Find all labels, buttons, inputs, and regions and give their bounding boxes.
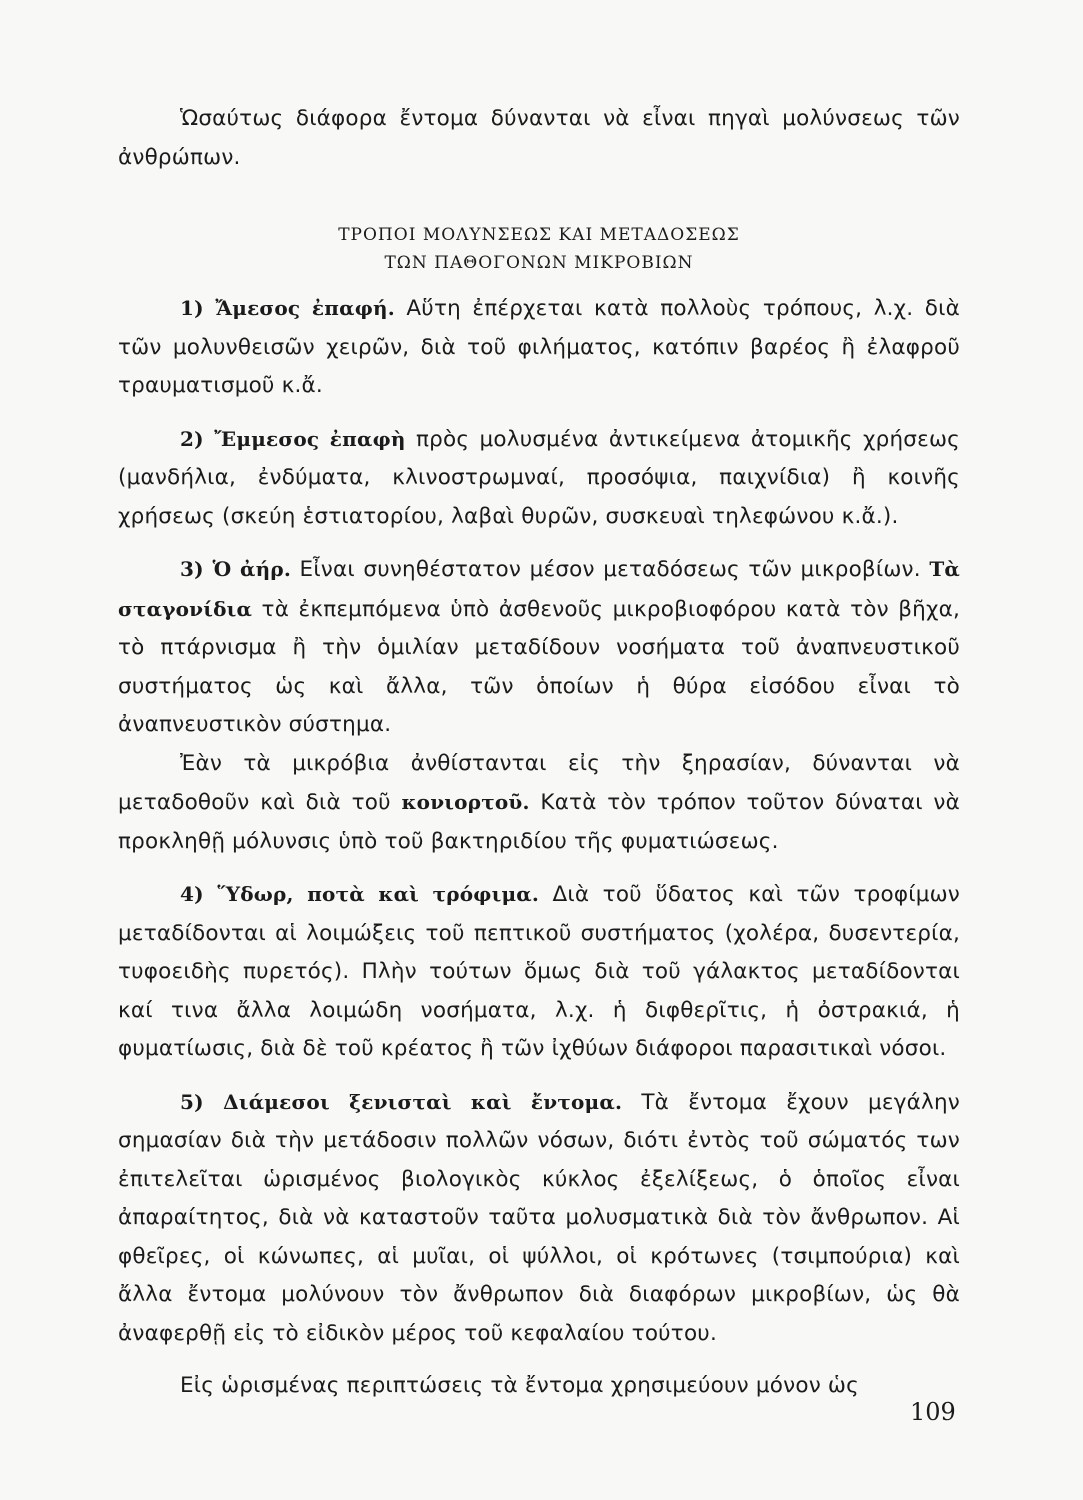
paragraph-text: Εἰς ὡρισμένας περιπτώσεις τὰ ἔντομα χρησιμεύουν μόνον ὡς: [180, 1373, 859, 1398]
paragraph-text: Διὰ τοῦ ὕδατος καὶ τῶν τροφίμων μεταδίδονται αἱ λοιμώξεις τοῦ πεπτικοῦ συστήματος (χολέρα, δυσεντερία, τυφοειδὴς πυρετός). Πλὴν τούτων ὅμως διὰ τοῦ γάλακτος μεταδίδονται καί τινα ἄλλα λοιμώδη νοσήματα, λ.χ. ἡ διφθερῖτις, ἡ ὀστρακιά, ἡ φυματίωσις, διὰ δὲ τοῦ κρέατος ἢ τῶν ἰχθύων διάφοροι παρασιτικαὶ νόσοι.: [118, 882, 960, 1061]
paragraph-lead: 4) Ὕδωρ, ποτὰ καὶ τρόφιμα.: [180, 882, 540, 906]
paragraph-lead: 3) Ὁ ἀήρ.: [180, 557, 291, 581]
emphasis-droplets: Τὰ σταγονίδια: [118, 557, 960, 621]
paragraph-dust: [118, 745, 960, 862]
paragraph-text: Ἐὰν τὰ μικρόβια ἀνθίστανται εἰς τὴν ξηρασίαν, δύνανται νὰ μεταδοθοῦν καὶ διὰ τοῦ: [118, 750, 960, 815]
paragraph-lead: 2) Ἔμμεσος ἐπαφὴ: [180, 426, 406, 451]
heading-line-2: ΤΩΝ ΠΑΘΟΓΟΝΩΝ ΜΙΚΡΟΒΙΩΝ: [384, 253, 694, 273]
paragraph-air: [118, 550, 960, 745]
intro-text: Ὡσαύτως διάφορα ἔντομα δύνανται νὰ εἶναι πηγαὶ μολύνσεως τῶν ἀνθρώπων.: [118, 106, 960, 170]
paragraph-lead: 1) Ἄμεσος ἐπαφή.: [180, 296, 395, 320]
paragraph-direct-contact: [118, 289, 960, 406]
paragraph-text: Τὰ ἔντομα ἔχουν μεγάλην σημασίαν διὰ τὴν μετάδοσιν πολλῶν νόσων, διότι ἐντὸς τοῦ σώματός των ἐπιτελεῖται ὡρισμένος βιολογικὸς κύκλος ἐξελίξεως, ὁ ὁποῖος εἶναι ἀπαραίτητος, διὰ νὰ καταστοῦν ταῦτα μολυσματικὰ διὰ τὸν ἄνθρωπον. Αἱ φθεῖρες, οἱ κώνωπες, αἱ μυῖαι, οἱ ψύλλοι, οἱ κρότωνες (τσιμπούρια) καὶ ἄλλα ἔντομα μολύνουν τὸν ἄνθρωπον διὰ διαφόρων μικροβίων, ὡς θὰ ἀναφερθῇ εἰς τὸ εἰδικὸν μέρος τοῦ κεφαλαίου τούτου.: [118, 1089, 960, 1346]
paragraph-text: τὰ ἐκπεμπόμενα ὑπὸ ἀσθενοῦς μικροβιοφόρου κατὰ τὸν βῆχα, τὸ πτάρνισμα ἢ τὴν ὁμιλίαν μεταδίδουν νοσήματα τοῦ ἀναπνευστικοῦ συστήματος ὡς καὶ ἄλλα, τῶν ὁποίων ἡ θύρα εἰσόδου εἶναι τὸ ἀναπνευστικὸν σύστημα.: [118, 596, 960, 737]
heading-line-1: ΤΡΟΠΟΙ ΜΟΛΥΝΣΕΩΣ ΚΑΙ ΜΕΤΑΔΟΣΕΩΣ: [338, 225, 740, 245]
paragraph-text: Αὕτη ἐπέρχεται κατὰ πολλοὺς τρόπους, λ.χ. διὰ τῶν μολυνθεισῶν χειρῶν, διὰ τοῦ φιλήματος, κατόπιν βαρέος ἢ ἐλαφροῦ τραυματισμοῦ κ.ἄ.: [118, 296, 960, 398]
emphasis-dust: κονιορτοῦ.: [401, 790, 530, 814]
paragraph-text: πρὸς μολυσμένα ἀντικείμενα ἀτομικῆς χρήσεως (μανδήλια, ἐνδύματα, κλινοστρωμναί, προσόψια, παιχνίδια) ἢ κοινῆς χρήσεως (σκεύη ἑστιατορίου, λαβαὶ θυρῶν, συσκευαὶ τηλεφώνου κ.ἄ.).: [118, 426, 960, 529]
paragraph-text: Κατὰ τὸν τρόπον τοῦτον δύναται νὰ προκληθῇ μόλυνσις ὑπὸ τοῦ βακτηριδίου τῆς φυματιώσεως.: [118, 790, 960, 854]
paragraph-lead: 5) Διάμεσοι ξενισταὶ καὶ ἔντομα.: [180, 1089, 623, 1114]
paragraph-insects: [118, 1083, 960, 1354]
paragraph-indirect-contact: [118, 420, 960, 537]
page-body: [118, 100, 960, 1406]
paragraph-water-food: [118, 875, 960, 1069]
section-heading: [118, 221, 960, 277]
page-number: 109: [910, 1398, 956, 1426]
paragraph-continuation: [118, 1367, 960, 1406]
paragraph-text: Εἶναι συνηθέστατον μέσον μεταδόσεως τῶν μικροβίων.: [291, 557, 930, 582]
intro-paragraph: [118, 100, 960, 177]
